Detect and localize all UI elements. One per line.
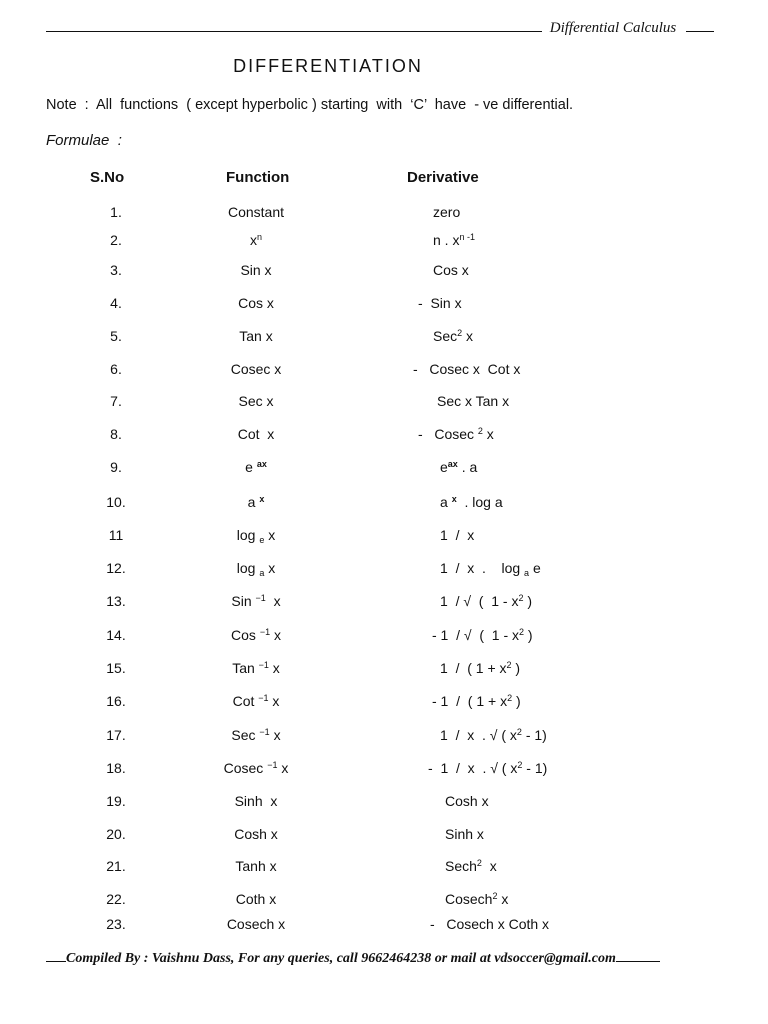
row-12-sno: 12.	[106, 560, 126, 576]
row-17-derivative: 1 / x . √ ( $x^2 - 1$)	[440, 727, 547, 743]
row-14-sno: 14.	[106, 627, 126, 643]
footer-text: Compiled By : Vaishnu Dass, For any queries, call 9662464238 or mail at vdsoccer@gmail.com	[66, 951, 616, 966]
row-16-sno: 16.	[106, 693, 126, 709]
row-2-function: $x^n$	[249, 232, 262, 248]
row-5-sno: 5.	[110, 328, 122, 344]
row-18-derivative: - 1 / x . √ ( $x^2 - 1$)	[428, 760, 548, 776]
header-derivative: Derivative	[407, 169, 479, 186]
row-20-derivative: Sinh x	[445, 826, 484, 842]
row-1-function: Constant	[227, 204, 285, 220]
row-10-sno: 10.	[106, 494, 126, 510]
page-header	[46, 18, 716, 38]
row-6-function: Cosec x	[230, 361, 282, 377]
row-8-derivative: - Cosec $^2$ x	[418, 426, 494, 442]
row-10-function: a $^x$	[247, 494, 265, 510]
row-15-derivative: 1 / ( $1 + x^2$ )	[440, 660, 521, 676]
footer-rule	[46, 960, 66, 962]
row-6-sno: 6.	[110, 361, 122, 377]
page-footer	[46, 951, 718, 967]
row-10-derivative: a $^x$ . log a	[440, 494, 503, 510]
row-3-sno: 3.	[110, 262, 122, 278]
note-text: Note : All functions ( except hyperbolic ) starting with ‘C’ have - ve differential.	[46, 97, 574, 113]
row-20-function: Cosh x	[234, 826, 278, 842]
row-4-derivative: - Sin x	[418, 295, 462, 311]
row-17-function: Sec $^{-1}$ x	[231, 727, 281, 743]
row-18-sno: 18.	[106, 760, 126, 776]
header-function: Function	[226, 169, 290, 186]
row-22-derivative: Cosech$^2$ x	[445, 891, 509, 907]
header-sno: S.No	[90, 169, 125, 186]
row-18-function: Cosec $^{-1}$ x	[223, 760, 289, 776]
row-7-sno: 7.	[110, 393, 122, 409]
row-8-sno: 8.	[110, 426, 122, 442]
row-3-function: Sin x	[240, 262, 272, 278]
row-23-derivative: - Cosech x Coth x	[430, 916, 550, 932]
header-title: Differential Calculus	[549, 20, 677, 36]
row-21-derivative: Sech$^2$ x	[445, 858, 497, 874]
row-8-function: Cot x	[237, 426, 275, 442]
row-16-derivative: - 1 / ( $1 + x^2$ )	[432, 693, 521, 709]
row-15-sno: 15.	[106, 660, 126, 676]
row-9-sno: 9.	[110, 459, 122, 475]
row-12-function: log $_a$ x	[236, 560, 276, 578]
row-6-derivative: - Cosec x Cot x	[413, 361, 521, 377]
row-21-sno: 21.	[106, 858, 126, 874]
row-5-function: Tan x	[239, 328, 273, 344]
row-19-function: Sinh x	[234, 793, 278, 809]
row-1-sno: 1.	[110, 204, 122, 220]
header-rule	[46, 30, 542, 32]
row-23-function: Cosech x	[226, 916, 286, 932]
row-13-sno: 13.	[106, 593, 126, 609]
row-11-derivative: 1 / x	[440, 527, 475, 543]
row-4-sno: 4.	[110, 295, 122, 311]
row-15-function: Tan $^{-1}$ x	[232, 660, 280, 676]
row-4-function: Cos x	[238, 295, 274, 311]
row-23-sno: 23.	[106, 916, 126, 932]
row-13-function: Sin $^{-1}$ x	[231, 593, 281, 609]
row-14-function: Cos $^{-1}$ x	[231, 627, 281, 643]
row-7-derivative: Sec x Tan x	[437, 393, 510, 409]
row-17-sno: 17.	[106, 727, 126, 743]
row-2-derivative: n . $x^{n -1}$	[433, 232, 475, 248]
row-1-derivative: zero	[433, 204, 461, 220]
row-9-function: e $^{ax}$	[245, 459, 267, 475]
row-5-derivative: Sec$^2$ x	[433, 328, 474, 344]
header-rule-end	[686, 30, 714, 32]
row-14-derivative: - 1 / √ ( $1 - x^2$ )	[432, 627, 533, 643]
row-22-sno: 22.	[106, 891, 126, 907]
row-9-derivative: $e^{ax}$ . a	[440, 459, 478, 475]
row-11-function: log $_e$ x	[236, 527, 276, 545]
footer-rule-end	[616, 960, 660, 962]
row-12-derivative: 1 / x . log $_a$ e	[440, 560, 541, 578]
row-21-function: Tanh x	[235, 858, 277, 874]
row-19-derivative: Cosh x	[445, 793, 489, 809]
row-13-derivative: 1 / √ ( $1 - x^2$ )	[440, 593, 533, 609]
row-20-sno: 20.	[106, 826, 126, 842]
row-7-function: Sec x	[238, 393, 274, 409]
row-2-sno: 2.	[110, 232, 122, 248]
row-3-derivative: Cos x	[433, 262, 469, 278]
formulae-label: Formulae :	[46, 132, 122, 149]
page-title: DIFFERENTIATION	[233, 56, 423, 76]
row-11-sno: 11	[108, 527, 124, 543]
row-16-function: Cot $^{-1}$ x	[232, 693, 280, 709]
row-22-function: Coth x	[235, 891, 277, 907]
row-19-sno: 19.	[106, 793, 126, 809]
